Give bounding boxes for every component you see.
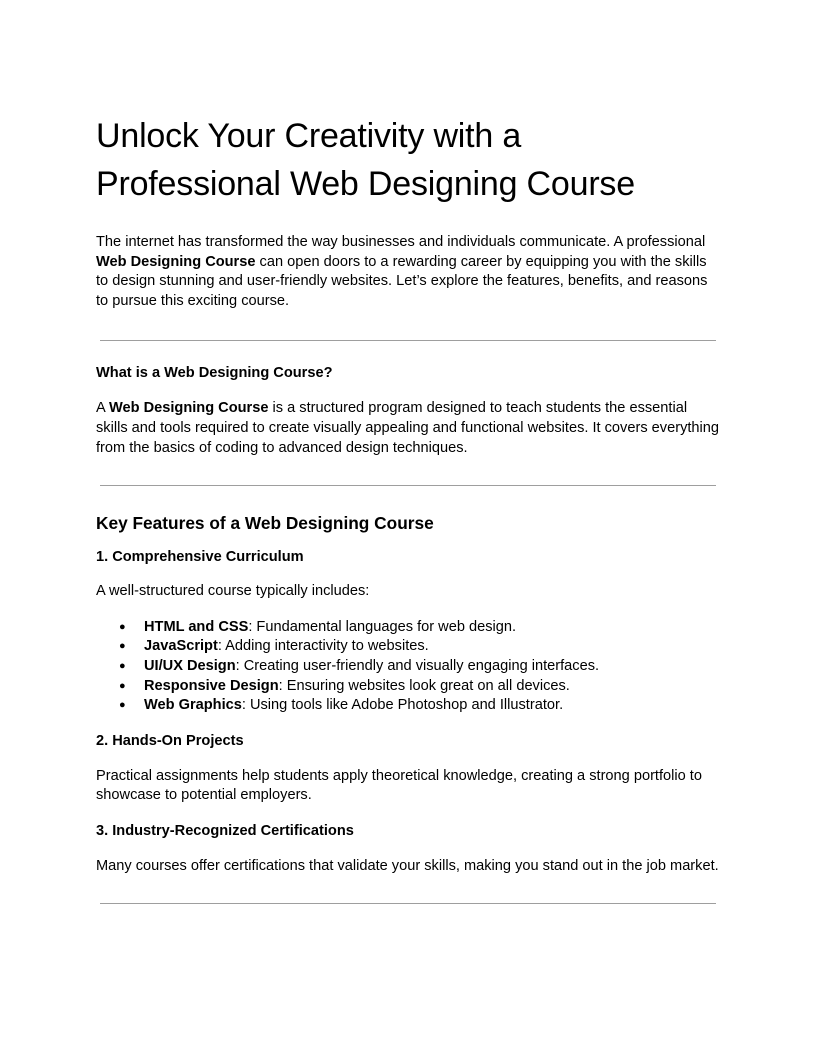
features-heading: Key Features of a Web Designing Course (96, 513, 434, 534)
feature-3-paragraph: Many courses offer certifications that validate your skills, making you stand out in the job market. (96, 857, 719, 874)
divider-1 (100, 340, 716, 341)
what-bold-term: Web Designing Course (108, 400, 269, 417)
bullet-icon: ● (119, 640, 126, 653)
list-item-desc: : Ensuring websites look great on all devices. (278, 677, 570, 694)
page-title-line-2: Professional Web Designing Course (96, 165, 635, 203)
list-item-term: UI/UX Design (144, 657, 236, 674)
feature-1-title: 1. Comprehensive Curriculum (96, 549, 304, 566)
list-item-desc: : Adding interactivity to websites. (217, 638, 429, 655)
list-item (96, 657, 720, 677)
list-item (96, 677, 720, 697)
what-paragraph (96, 399, 720, 458)
list-item (96, 618, 720, 638)
what-text-2: is a structured program designed to teach students the essential skills and tools required to create visually appealing and functional websites. It covers everything from the basics of coding to advanced design techniques. (96, 400, 720, 456)
bullet-icon: ● (119, 659, 126, 672)
feature-2-title: 2. Hands-On Projects (96, 732, 244, 749)
page-title (96, 112, 720, 208)
list-item (96, 696, 720, 716)
intro-text-1: The internet has transformed the way businesses and individuals communicate. A professional (96, 234, 706, 250)
document-page (96, 112, 720, 904)
list-item-term: HTML and CSS (144, 618, 249, 635)
feature-3-title: 3. Industry-Recognized Certifications (96, 822, 354, 839)
feature-2-paragraph: Practical assignments help students apply theoretical knowledge, creating a strong portfolio to showcase to potential employers. (96, 767, 702, 804)
divider-2 (100, 485, 716, 486)
list-item-term: Responsive Design (144, 677, 279, 694)
list-item (96, 637, 720, 657)
what-text-1: A (96, 400, 109, 417)
bullet-icon: ● (119, 620, 126, 633)
intro-text-2: can open doors to a rewarding career by equipping you with the skills to design stunning and user-friendly websites. Let’s explore the features, benefits, and reasons to pursue this exciting course. (96, 253, 708, 309)
list-item-desc: : Creating user-friendly and visually engaging interfaces. (235, 657, 600, 674)
bullet-icon: ● (119, 679, 126, 692)
divider-3 (100, 903, 716, 904)
feature-1-intro: A well-structured course typically includes: (96, 583, 370, 600)
list-item-term: Web Graphics (144, 697, 242, 714)
list-item-term: JavaScript (144, 638, 218, 655)
curriculum-list (96, 618, 720, 716)
bullet-icon: ● (119, 699, 126, 712)
intro-bold-term: Web Designing Course (96, 253, 256, 270)
intro-paragraph (96, 233, 720, 311)
what-heading: What is a Web Designing Course? (96, 365, 333, 382)
list-item-desc: : Fundamental languages for web design. (248, 618, 517, 635)
list-item-desc: : Using tools like Adobe Photoshop and Illustrator. (241, 697, 564, 714)
page-title-line-1: Unlock Your Creativity with a (96, 117, 522, 155)
